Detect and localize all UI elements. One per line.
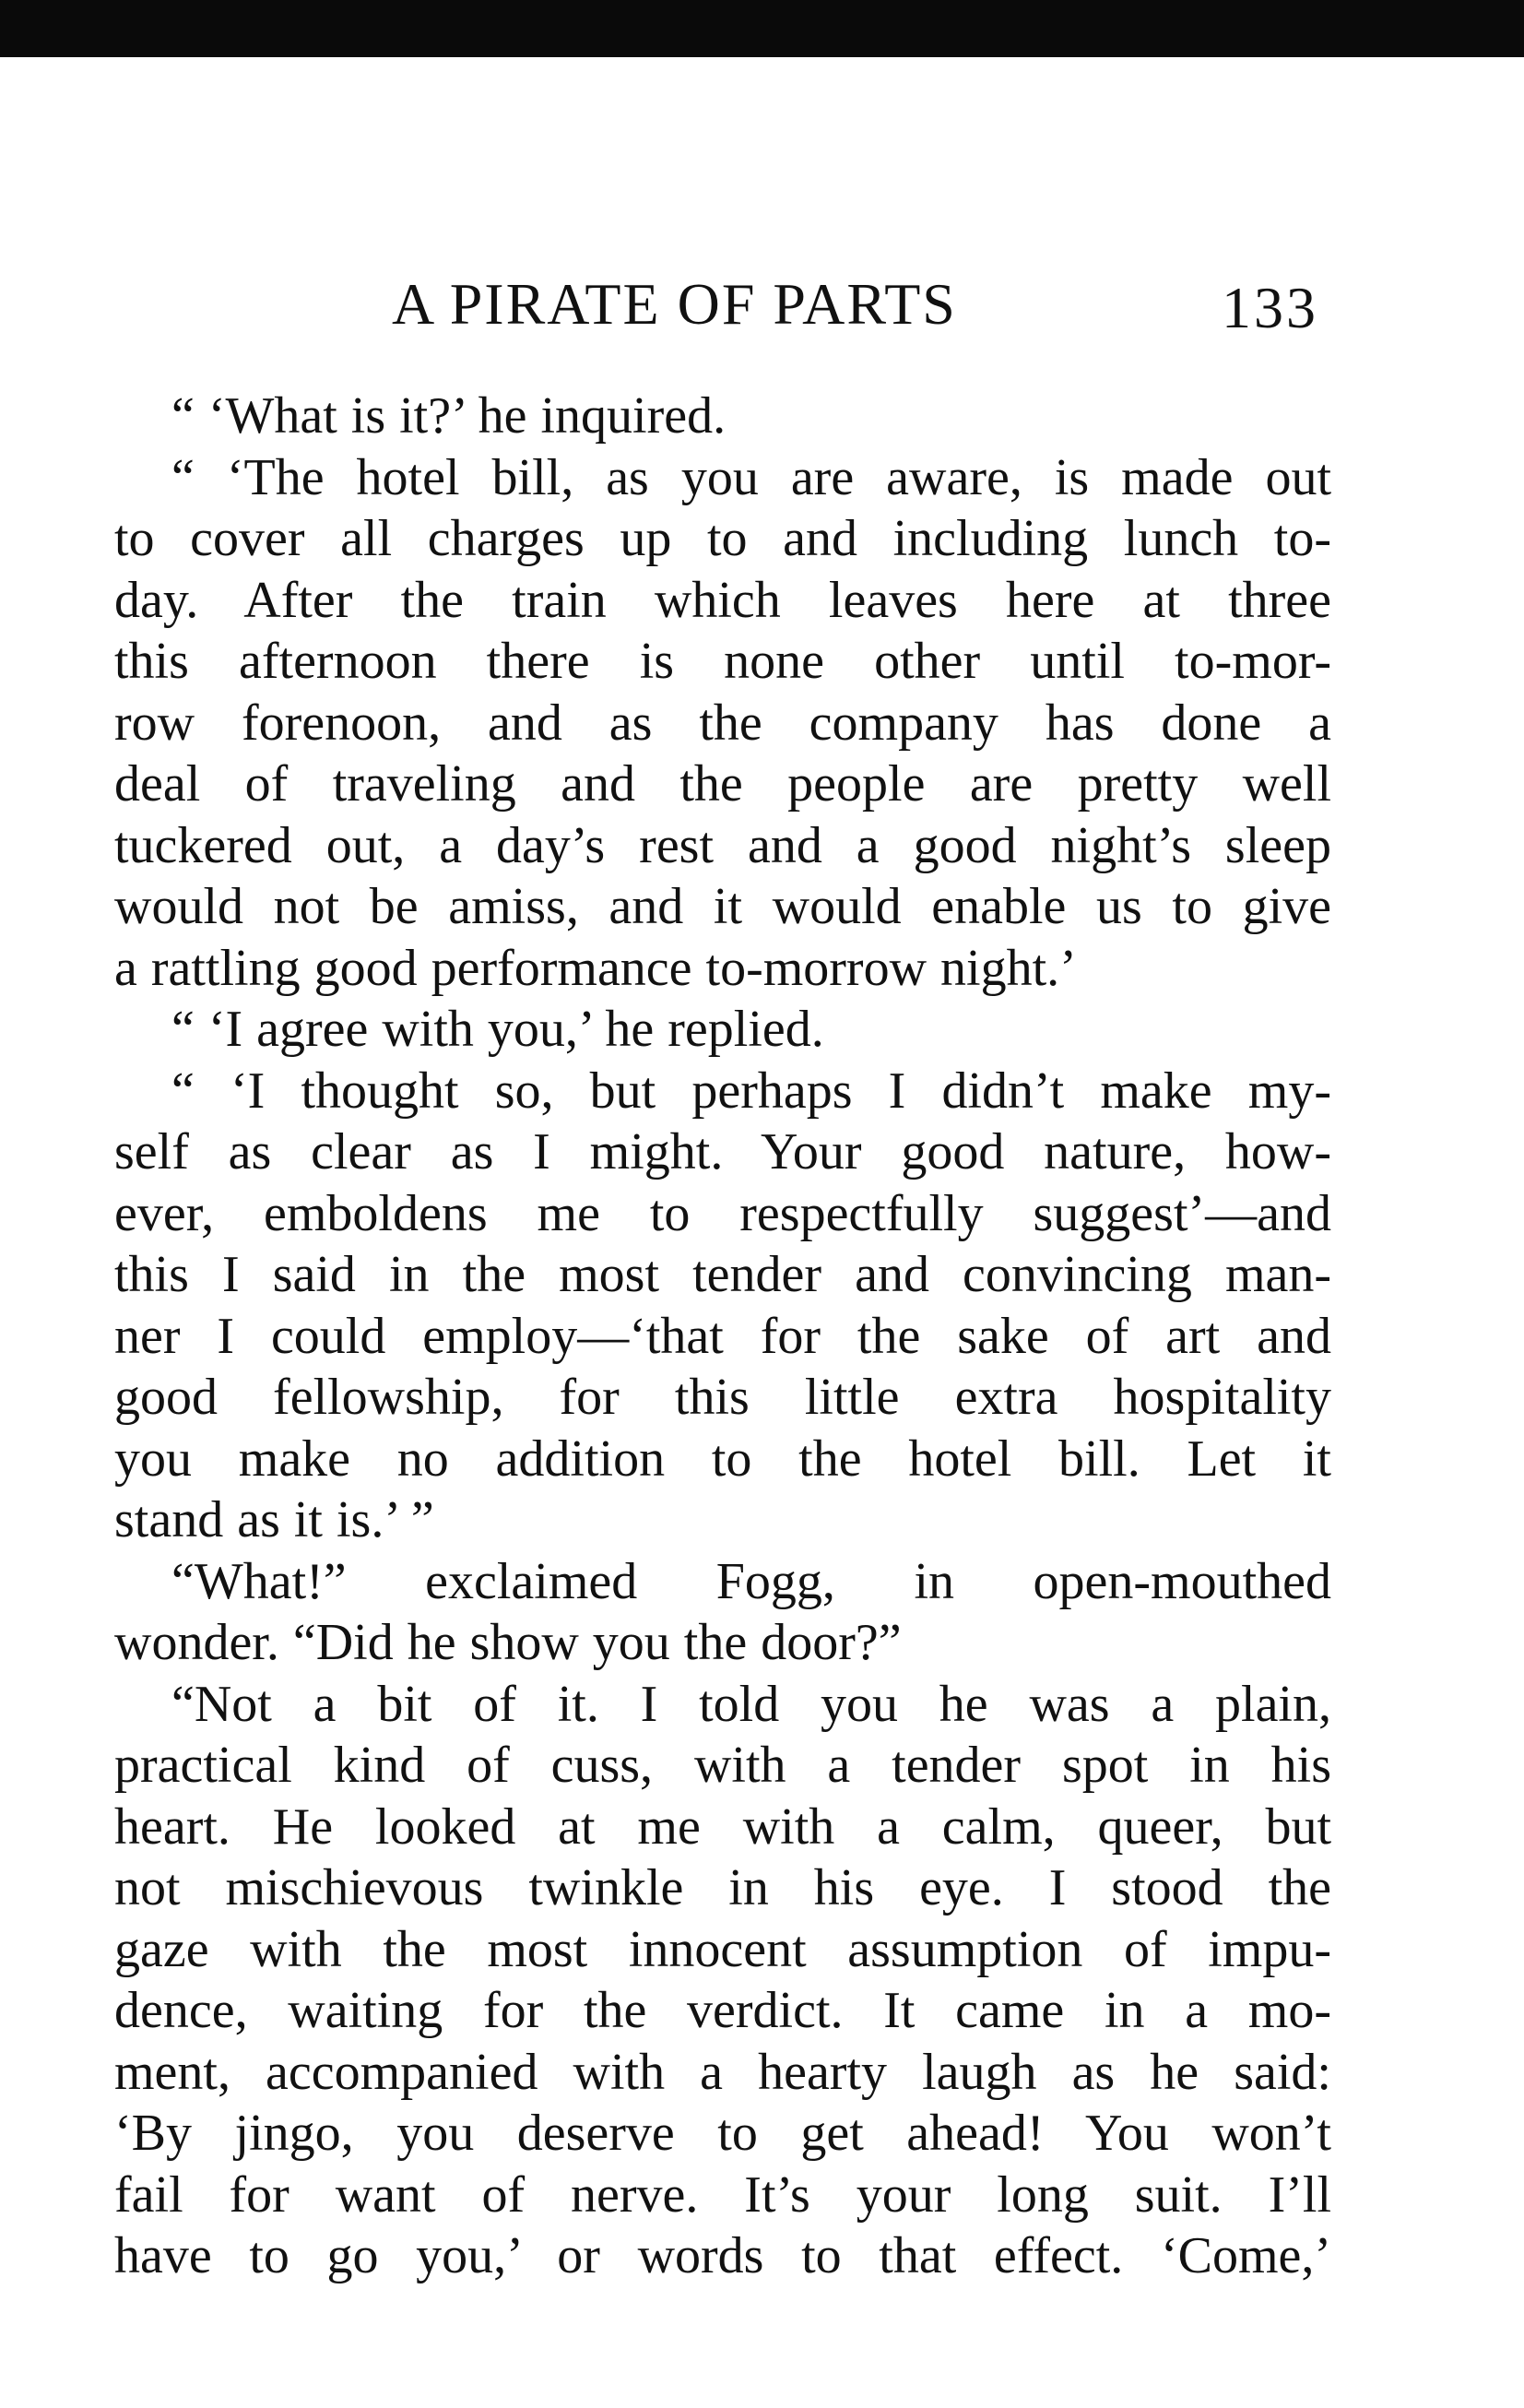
running-head [0, 267, 1524, 341]
text-line: stand as it is.’ ” [114, 1491, 434, 1548]
text-line: day. After the train which leaves here at three [114, 571, 1331, 629]
text-line: “ ‘The hotel bill, as you are aware, is made out [171, 448, 1331, 506]
text-line: self as clear as I might. Your good nature, how- [114, 1123, 1331, 1180]
text-line: ‘By jingo, you deserve to get ahead! You won’t [114, 2105, 1331, 2162]
text-line: “ ‘I agree with you,’ he replied. [171, 1001, 824, 1058]
page-number: 133 [1222, 275, 1318, 340]
text-line: would not be amiss, and it would enable us to give [114, 878, 1331, 935]
text-line: tuckered out, a day’s rest and a good night’s sleep [114, 816, 1331, 874]
text-line: “ ‘What is it?’ he inquired. [171, 387, 727, 445]
text-line: dence, waiting for the verdict. It came in a mo- [114, 1982, 1331, 2039]
text-line: row forenoon, and as the company has done a [114, 694, 1331, 752]
text-line: “ ‘I thought so, but perhaps I didn’t make my- [171, 1062, 1331, 1120]
text-line: have to go you,’ or words to that effect. ‘Come,’ [114, 2227, 1331, 2284]
text-line: wonder. “Did he show you the door?” [114, 1614, 902, 1671]
text-line: deal of traveling and the people are pretty well [114, 755, 1331, 813]
text-line: heart. He looked at me with a calm, queer, but [114, 1797, 1331, 1856]
scan-top-border [0, 0, 1524, 57]
text-line: this afternoon there is none other until to-mor- [114, 633, 1331, 690]
text-line: “Not a bit of it. I told you he was a plain, [171, 1675, 1331, 1733]
text-line: fail for want of nerve. It’s your long suit. I’ll [114, 2165, 1331, 2224]
text-line: practical kind of cuss, with a tender spot in his [114, 1737, 1331, 1794]
text-line: “What!” exclaimed Fogg, in open-mouthed [171, 1552, 1331, 1610]
running-title: A PIRATE OF PARTS [392, 271, 957, 337]
text-line: this I said in the most tender and convincing man- [114, 1246, 1331, 1303]
text-line: ment, accompanied with a hearty laugh as he said: [114, 2043, 1331, 2101]
body-text [114, 386, 1331, 2287]
text-line: gaze with the most innocent assumption of impu- [114, 1920, 1331, 1978]
text-line: ever, emboldens me to respectfully suggest’—and [114, 1184, 1331, 1242]
text-line: you make no addition to the hotel bill. Let it [114, 1429, 1331, 1488]
text-line: to cover all charges up to and including lunch to- [114, 510, 1331, 567]
text-line: not mischievous twinkle in his eye. I stood the [114, 1859, 1331, 1916]
text-line: ner I could employ—‘that for the sake of art and [114, 1307, 1331, 1365]
text-line: a rattling good performance to-morrow night.’ [114, 939, 1077, 997]
text-line: good fellowship, for this little extra hospitality [114, 1369, 1331, 1426]
